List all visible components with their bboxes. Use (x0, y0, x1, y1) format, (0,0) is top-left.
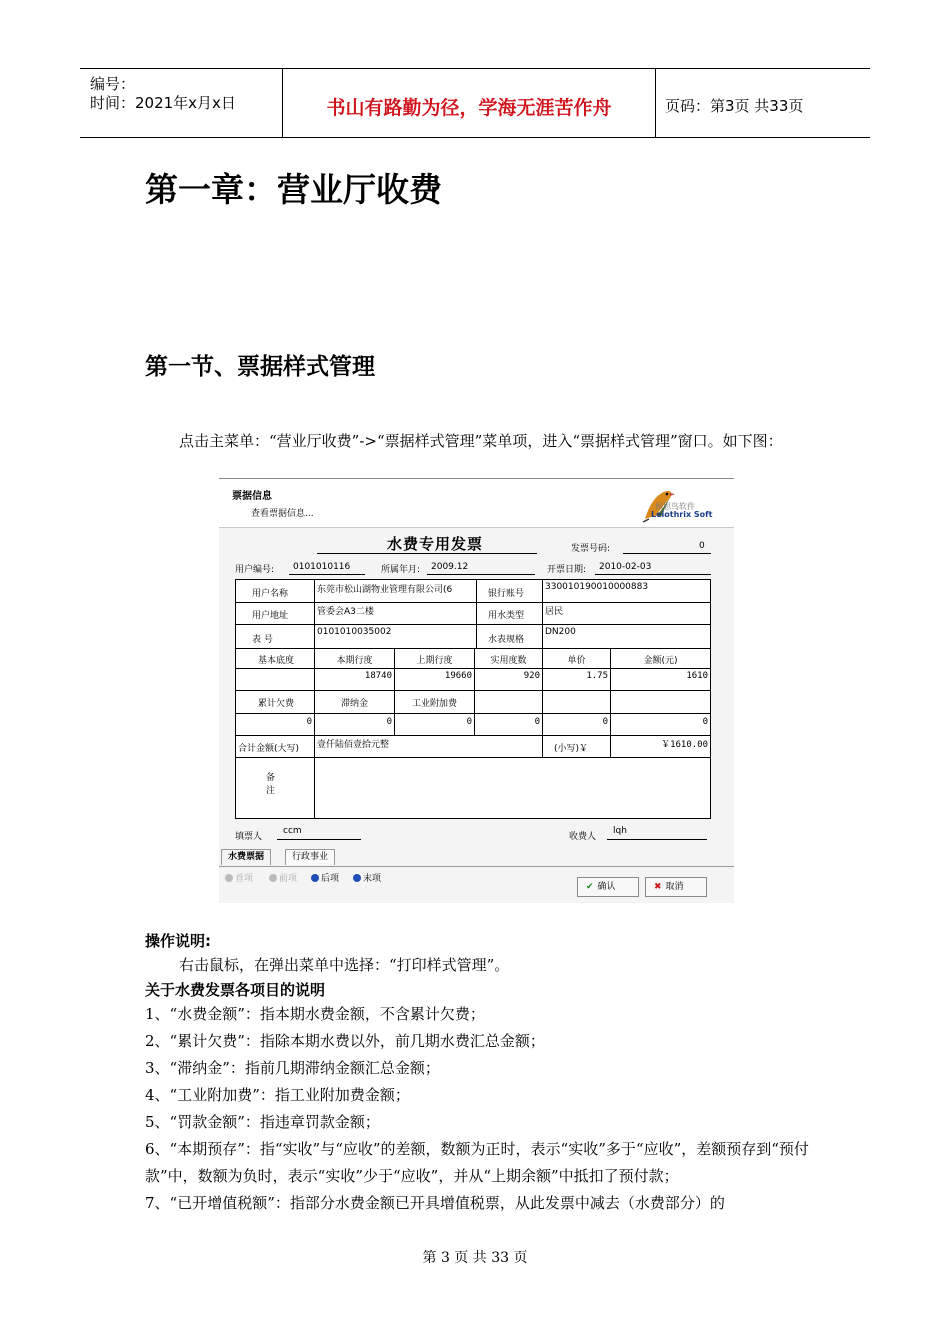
confirm-button[interactable] (577, 877, 639, 897)
user-address-label: 用户地址 (252, 611, 289, 621)
col-header-base: 基本底度 (257, 656, 294, 666)
filler-underline (277, 839, 361, 840)
tab-administrative[interactable]: 行政事业 (285, 849, 335, 865)
current-reading-value[interactable]: 18740 (364, 671, 392, 681)
nav-first-label: 首项 (235, 874, 254, 884)
header-center-cell (282, 69, 656, 137)
logo-cn-text: 相思鸟软件 (655, 502, 695, 511)
check-icon: ✔ (586, 882, 594, 892)
issue-date-value[interactable]: 2010-02-03 (599, 562, 652, 572)
issue-date-underline (595, 574, 711, 575)
prev-icon (269, 874, 277, 882)
water-type-label: 用水类型 (488, 611, 525, 621)
invoice-window (219, 478, 734, 903)
total-small-value[interactable]: ￥1610.00 (661, 740, 708, 750)
header-left-cell (80, 69, 282, 137)
user-no-underline (289, 574, 365, 575)
list-item: 4、“工业附加费”：指工业附加费金额； (145, 1086, 410, 1104)
ops-text: 右击鼠标，在弹出菜单中选择：“打印样式管理”。 (179, 956, 510, 974)
extra-value-3[interactable]: 0 (702, 717, 708, 727)
invoice-no-value[interactable]: 0 (699, 541, 705, 551)
user-name-value[interactable]: 东莞市松山湖物业管理有限公司(6 (317, 585, 453, 595)
tab-water-invoice[interactable]: 水费票据 (221, 849, 271, 865)
section-title: 第一节、票据样式管理 (145, 354, 375, 380)
list-item: 6、“本期预存”：指“实收”与“应收”的差额，数额为正时，表示“实收”多于“应收”，差额预存到“预付款”中，数额为负时，表示“实收”少于“应收”，并从“上期余额”中抵扣了预付款； (145, 1140, 809, 1185)
confirm-label: 确认 (597, 882, 616, 892)
number-label: 编号： (90, 75, 136, 93)
bank-account-value[interactable]: 330010190010000883 (545, 582, 649, 592)
list-item: 1、“水费金额”：指本期水费金额，不含累计欠费； (145, 1005, 485, 1023)
payee-label: 收费人 (569, 832, 597, 842)
intro-paragraph: 点击主菜单：“营业厅收费”->“票据样式管理”菜单项，进入“票据样式管理”窗口。如下图： (179, 432, 783, 450)
filler-label: 填票人 (235, 832, 263, 842)
cancel-button[interactable] (645, 877, 707, 897)
issue-date-label: 开票日期: (547, 565, 587, 575)
invoice-grid (235, 579, 711, 819)
nav-last-label: 末项 (363, 874, 382, 884)
nav-last[interactable] (353, 871, 381, 884)
usage-value[interactable]: 920 (523, 671, 540, 681)
first-icon (225, 874, 233, 882)
cancel-label: 取消 (665, 882, 684, 892)
header-right-cell (655, 69, 870, 137)
water-type-value[interactable]: 居民 (545, 607, 564, 617)
col-header-previous: 上期行度 (416, 656, 453, 666)
price-value[interactable]: 1.75 (586, 671, 608, 681)
list-item: 5、“罚款金额”：指违章罚款金额； (145, 1113, 380, 1131)
col-header-usage: 实用度数 (490, 656, 527, 666)
banner-subtitle: 查看票据信息... (251, 509, 314, 519)
meter-value[interactable]: 0101010035002 (317, 627, 392, 637)
col-header-arrears: 累计欠费 (257, 699, 294, 709)
nav-prev[interactable] (269, 871, 297, 884)
date-label: 时间：2021年x月x日 (90, 94, 236, 112)
invoice-title-underline (317, 553, 537, 554)
extra-value-1[interactable]: 0 (534, 717, 540, 727)
col-header-price: 单价 (567, 656, 586, 666)
user-address-value[interactable]: 管委会A3二楼 (317, 607, 374, 617)
total-label: 合计金额(大写) (238, 744, 300, 754)
last-icon (353, 874, 361, 882)
chapter-title: 第一章：营业厅收费 (145, 170, 442, 209)
total-value-cn[interactable]: 壹仟陆佰壹拾元整 (317, 740, 390, 750)
next-icon (311, 874, 319, 882)
col-header-amount: 金额(元) (643, 656, 678, 666)
arrears-value[interactable]: 0 (306, 717, 312, 727)
page-label: 页码：第3页 共33页 (665, 97, 804, 115)
user-name-label: 用户名称 (252, 589, 289, 599)
payee-underline (607, 839, 707, 840)
items-list (145, 1001, 815, 1217)
col-header-current: 本期行度 (336, 656, 373, 666)
invoice-title: 水费专用发票 (387, 535, 484, 553)
user-no-value[interactable]: 0101010116 (293, 562, 351, 572)
meter-spec-label: 水表规格 (488, 635, 525, 645)
meter-label: 表 号 (252, 635, 273, 645)
invoice-no-underline (623, 553, 711, 554)
payee-value[interactable]: lqh (613, 826, 627, 836)
nav-first[interactable] (225, 871, 253, 884)
period-label: 所属年月: (381, 565, 421, 575)
logo-en-text: Leiothrix Soft (651, 510, 713, 519)
period-underline (427, 574, 535, 575)
filler-value[interactable]: ccm (283, 826, 302, 836)
col-header-late-fee: 滞纳金 (340, 699, 368, 709)
late-fee-value[interactable]: 0 (386, 717, 392, 727)
nav-next-label: 后项 (321, 874, 340, 884)
page-header (80, 68, 870, 138)
page-footer: 第 3 页 共 33 页 (422, 1250, 528, 1266)
industrial-value[interactable]: 0 (466, 717, 472, 727)
amount-value[interactable]: 1610 (686, 671, 708, 681)
window-banner (219, 479, 734, 528)
previous-reading-value[interactable]: 19660 (444, 671, 472, 681)
bank-account-label: 银行账号 (488, 589, 525, 599)
col-header-industrial: 工业附加费 (411, 699, 457, 709)
remark-label: 备注 (266, 773, 276, 796)
list-item: 2、“累计欠费”：指除本期水费以外，前几期水费汇总金额； (145, 1032, 545, 1050)
items-heading: 关于水费发票各项目的说明 (145, 981, 326, 999)
close-icon: ✖ (654, 882, 662, 892)
meter-spec-value[interactable]: DN200 (545, 627, 576, 637)
motto: 书山有路勤为径，学海无涯苦作舟 (326, 97, 612, 119)
ops-heading: 操作说明: (145, 932, 211, 950)
period-value[interactable]: 2009.12 (431, 562, 469, 572)
extra-value-2[interactable]: 0 (602, 717, 608, 727)
invoice-no-label: 发票号码: (571, 544, 611, 554)
nav-prev-label: 前项 (279, 874, 298, 884)
nav-next[interactable] (311, 871, 339, 884)
record-navigation (219, 867, 734, 901)
total-small-label: (小写)￥ (554, 744, 589, 754)
list-item: 7、“已开增值税额”：指部分水费金额已开具增值税票，从此发票中减去（水费部分）的 (145, 1194, 725, 1212)
banner-title: 票据信息 (232, 491, 272, 502)
list-item: 3、“滞纳金”：指前几期滞纳金额汇总金额； (145, 1059, 440, 1077)
tab-bar (219, 848, 734, 867)
user-no-label: 用户编号: (235, 565, 275, 575)
